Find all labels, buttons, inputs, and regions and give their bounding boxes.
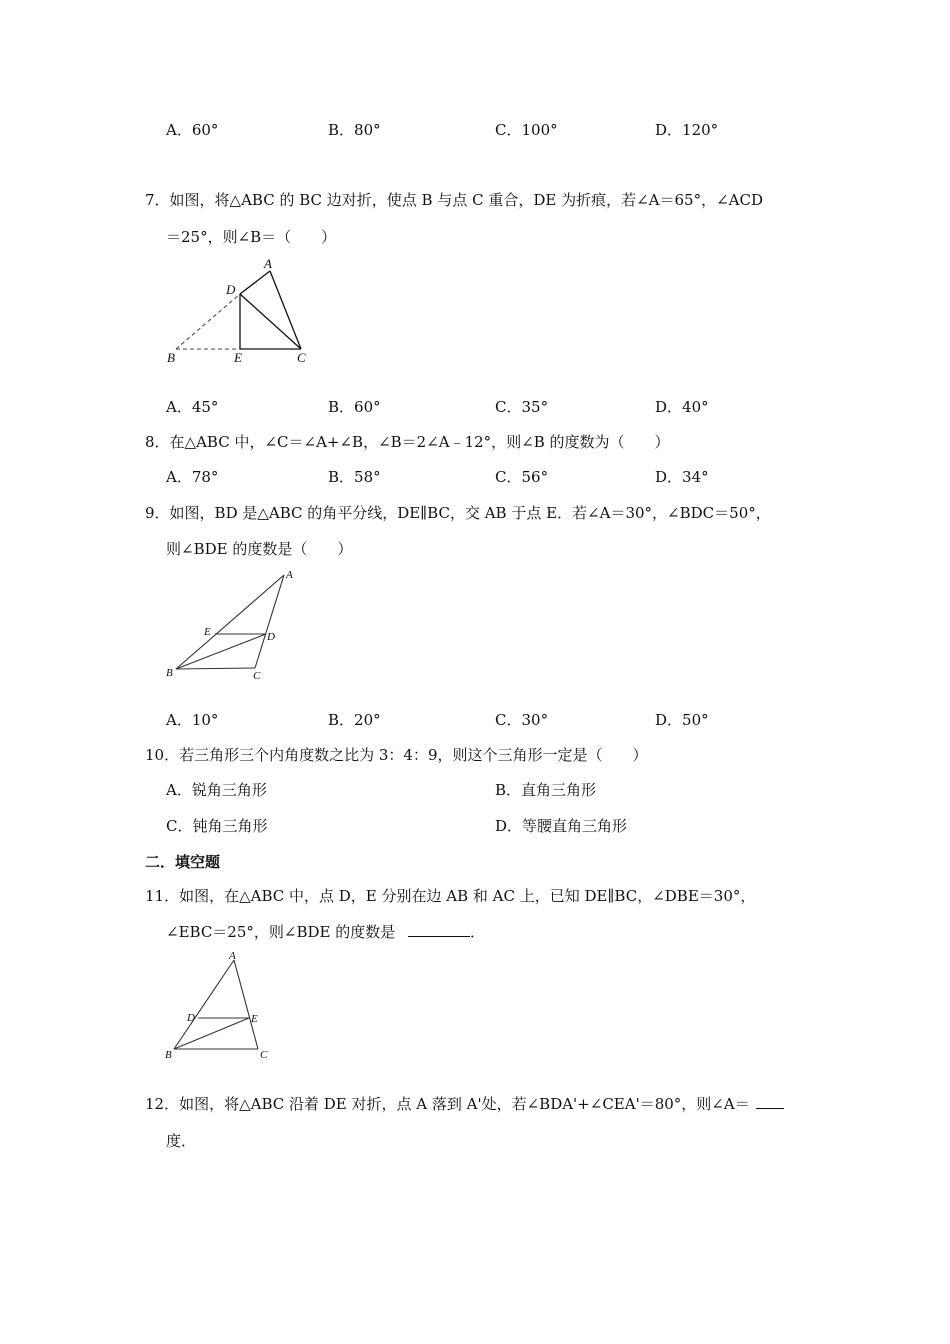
q10-stem: 10．若三角形三个内角度数之比为 3：4：9，则这个三角形一定是（ ） xyxy=(145,746,648,764)
q7-option-b: B．60° xyxy=(328,398,381,416)
q9-label-a: A xyxy=(286,569,293,581)
q6-option-d: D．120° xyxy=(655,121,719,139)
section-title-fill-in: 二．填空题 xyxy=(145,853,221,871)
q9-segment-bd xyxy=(176,634,266,669)
q7-segment-dc xyxy=(240,294,301,349)
q12-answer-blank[interactable] xyxy=(756,1094,784,1109)
q11-segment-ac xyxy=(234,960,258,1049)
q9-figure xyxy=(160,565,310,685)
q11-label-d: D xyxy=(187,1012,195,1024)
q11-stem-line2 xyxy=(166,921,485,942)
q7-label-c: C xyxy=(297,350,306,365)
q11-stem-line1: 11．如图，在△ABC 中，点 D，E 分别在边 AB 和 AC 上，已知 DE∥BC，∠DBE＝30°， xyxy=(145,887,756,905)
q9-segment-ba xyxy=(176,575,284,669)
q8-stem: 8．在△ABC 中，∠C＝∠A+∠B，∠B＝2∠A﹣12°，则∠B 的度数为（ ） xyxy=(145,433,670,451)
q10-option-c: C．钝角三角形 xyxy=(166,817,268,835)
q6-option-a: A．60° xyxy=(166,121,219,139)
q9-segment-bc xyxy=(176,668,255,669)
q9-option-a: A．10° xyxy=(166,711,219,729)
q9-label-c: C xyxy=(253,670,261,682)
q10-option-a: A．锐角三角形 xyxy=(166,781,267,799)
q6-option-b: B．80° xyxy=(328,121,381,139)
q9-stem-line1: 9．如图，BD 是△ABC 的角平分线，DE∥BC，交 AB 于点 E．若∠A＝30°，∠BDC＝50°， xyxy=(145,504,771,522)
q8-option-b: B．58° xyxy=(328,468,381,486)
q6-option-c: C．100° xyxy=(495,121,558,139)
q12-stem-line1 xyxy=(145,1093,784,1114)
q9-label-d: D xyxy=(267,631,275,643)
q7-option-c: C．35° xyxy=(495,398,549,416)
q8-option-a: A．78° xyxy=(166,468,219,486)
q9-label-b: B xyxy=(166,667,173,679)
q11-label-e: E xyxy=(251,1013,258,1025)
q7-label-d: D xyxy=(226,282,236,297)
q11-stem-line2-text: ∠EBC＝25°，则∠BDE 的度数是 xyxy=(166,923,396,941)
q7-figure xyxy=(160,250,330,370)
q11-stem-line2-end: ． xyxy=(470,923,486,941)
q7-dashed-bd xyxy=(176,294,240,349)
q9-option-b: B．20° xyxy=(328,711,381,729)
q8-option-c: C．56° xyxy=(495,468,549,486)
q7-segment-da xyxy=(240,271,270,294)
q7-option-a: A．45° xyxy=(166,398,219,416)
q12-stem-line1-text: 12．如图，将△ABC 沿着 DE 对折，点 A 落到 A'处，若∠BDA'+∠CEA'＝80°，则∠A＝ xyxy=(145,1095,750,1113)
q11-figure xyxy=(160,948,280,1063)
q9-option-d: D．50° xyxy=(655,711,709,729)
q11-label-a: A xyxy=(229,950,236,962)
q10-option-b: B．直角三角形 xyxy=(495,781,597,799)
q9-option-c: C．30° xyxy=(495,711,549,729)
q11-label-b: B xyxy=(165,1049,172,1061)
q7-stem-line1: 7．如图，将△ABC 的 BC 边对折，使点 B 与点 C 重合，DE 为折痕，若∠A＝65°，∠ACD xyxy=(145,191,763,209)
q11-answer-blank[interactable] xyxy=(408,922,470,937)
q10-option-d: D．等腰直角三角形 xyxy=(495,817,628,835)
q7-label-e: E xyxy=(234,350,242,365)
q9-stem-line2: 则∠BDE 的度数是（ ） xyxy=(166,540,353,558)
q7-label-b: B xyxy=(167,350,175,365)
q7-option-d: D．40° xyxy=(655,398,709,416)
q7-segment-ac xyxy=(270,271,301,349)
q12-stem-line2: 度． xyxy=(166,1132,197,1150)
q9-label-e: E xyxy=(204,626,211,638)
q7-stem-line2: ＝25°，则∠B＝（ ） xyxy=(166,228,337,246)
q11-label-c: C xyxy=(260,1049,268,1061)
q11-segment-ba xyxy=(174,960,234,1049)
q11-segment-be xyxy=(174,1018,249,1049)
q8-option-d: D．34° xyxy=(655,468,709,486)
q9-segment-ac xyxy=(255,575,284,668)
q7-label-a: A xyxy=(264,256,272,271)
